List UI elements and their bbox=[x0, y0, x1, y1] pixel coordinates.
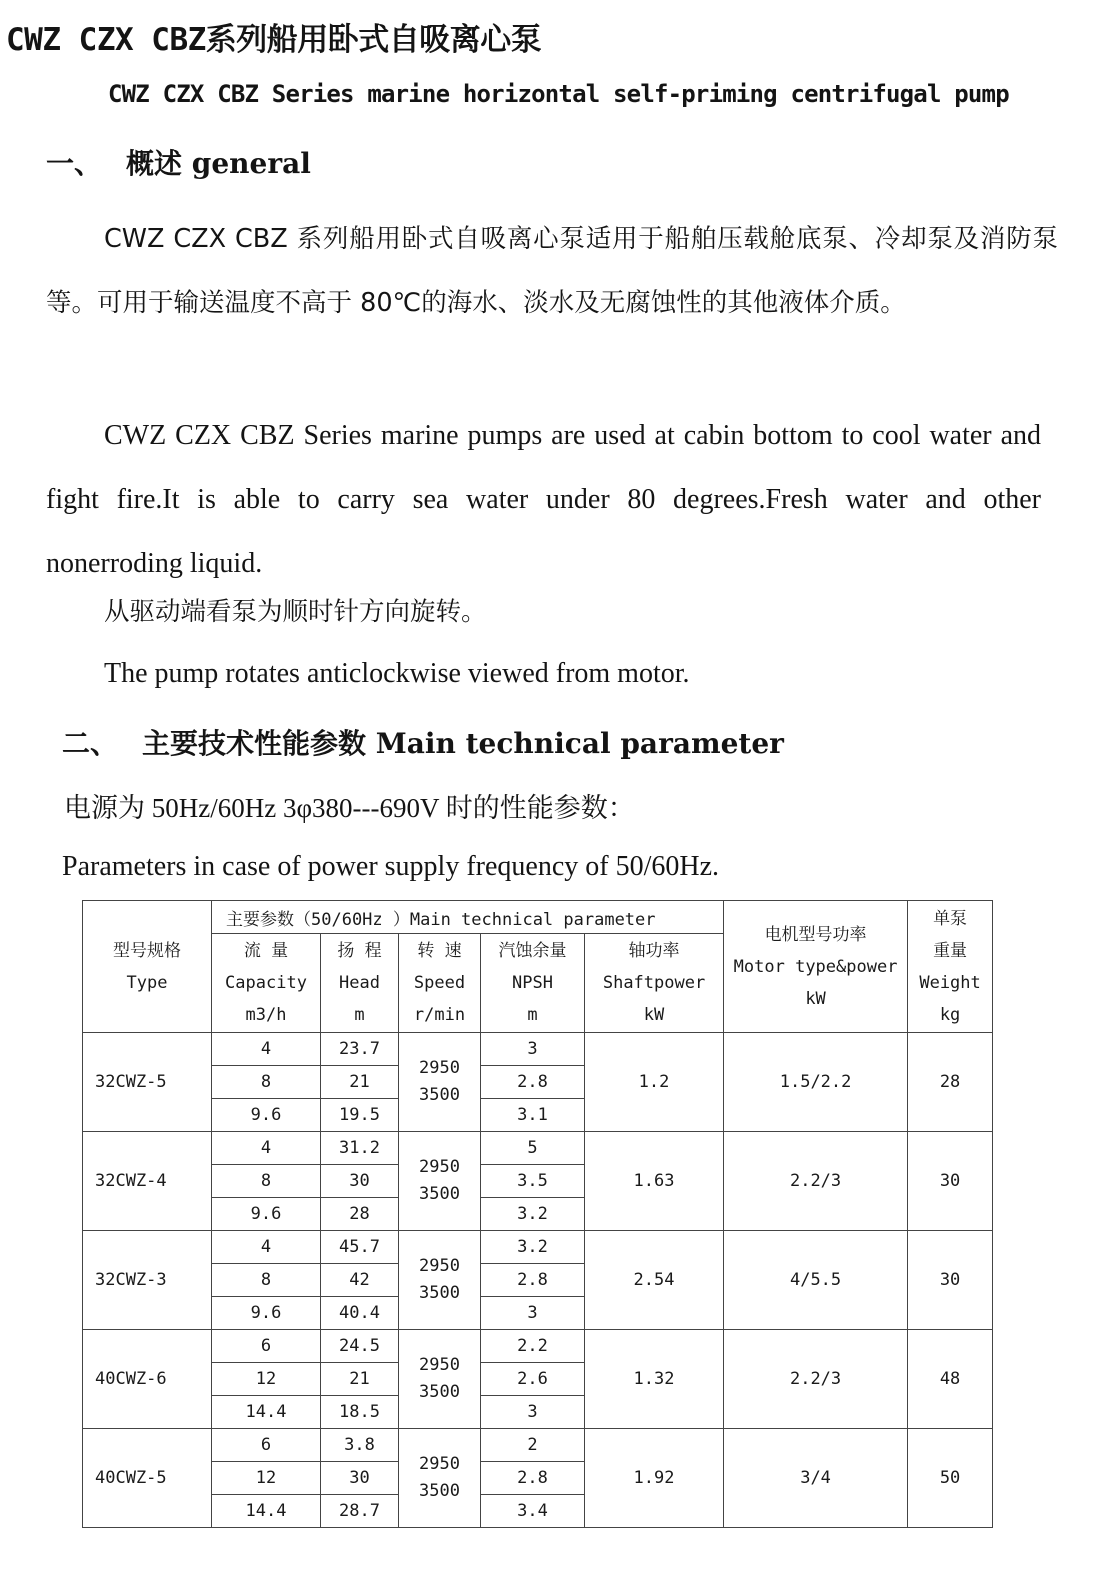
npsh-cell: 2.2 bbox=[481, 1330, 585, 1363]
speed-value: 2950 bbox=[419, 1157, 460, 1177]
npsh-cell: 3.2 bbox=[481, 1231, 585, 1264]
speed-cell bbox=[399, 1033, 481, 1132]
section-parameters-number: 二、 bbox=[62, 727, 119, 760]
capacity-cell: 6 bbox=[212, 1429, 321, 1462]
table-row bbox=[83, 1429, 993, 1462]
weight-header-unit: kg bbox=[939, 1004, 961, 1025]
speed-value: 3500 bbox=[419, 1184, 460, 1204]
motor-cell: 4/5.5 bbox=[724, 1231, 908, 1330]
speed-header bbox=[399, 934, 481, 1033]
speed-cell bbox=[399, 1231, 481, 1330]
motor-cell: 2.2/3 bbox=[724, 1132, 908, 1231]
npsh-cell: 3.1 bbox=[481, 1099, 585, 1132]
motor-header bbox=[724, 901, 908, 1033]
capacity-header-unit: m3/h bbox=[245, 1005, 287, 1025]
head-cell: 30 bbox=[321, 1462, 399, 1495]
motor-cell: 1.5/2.2 bbox=[724, 1033, 908, 1132]
table-row bbox=[83, 1231, 993, 1264]
head-cell: 28 bbox=[321, 1198, 399, 1231]
speed-header-zh: 转 速 bbox=[417, 941, 462, 961]
type-header-en: Type bbox=[126, 972, 168, 993]
head-header bbox=[321, 934, 399, 1033]
weight-header-en: Weight bbox=[919, 972, 981, 993]
main-parameter-header: 主要参数（50/60Hz ）Main technical parameter bbox=[212, 901, 724, 934]
speed-value: 2950 bbox=[419, 1058, 460, 1078]
head-header-zh: 扬 程 bbox=[337, 941, 382, 961]
speed-cell bbox=[399, 1330, 481, 1429]
motor-cell: 2.2/3 bbox=[724, 1330, 908, 1429]
npsh-header bbox=[481, 934, 585, 1033]
section-parameters-heading bbox=[62, 722, 784, 762]
speed-header-en: Speed bbox=[413, 973, 466, 993]
parameter-table bbox=[82, 900, 993, 1528]
capacity-header-zh: 流 量 bbox=[243, 941, 289, 961]
rotation-note-zh: 从驱动端看泵为顺时针方向旋转。 bbox=[104, 597, 487, 627]
speed-value: 3500 bbox=[419, 1085, 460, 1105]
capacity-header bbox=[212, 934, 321, 1033]
npsh-cell: 3.5 bbox=[481, 1165, 585, 1198]
head-cell: 21 bbox=[321, 1066, 399, 1099]
capacity-cell: 8 bbox=[212, 1264, 321, 1297]
capacity-cell: 4 bbox=[212, 1132, 321, 1165]
head-cell: 24.5 bbox=[321, 1330, 399, 1363]
capacity-cell: 4 bbox=[212, 1033, 321, 1066]
model-type-cell: 40CWZ-6 bbox=[83, 1330, 212, 1429]
motor-header-en: Motor type&power bbox=[733, 956, 898, 977]
capacity-header-en: Capacity bbox=[225, 973, 307, 993]
capacity-cell: 8 bbox=[212, 1165, 321, 1198]
weight-header-zh2: 重量 bbox=[933, 940, 968, 961]
npsh-cell: 3 bbox=[481, 1396, 585, 1429]
npsh-cell: 3 bbox=[481, 1033, 585, 1066]
npsh-cell: 2.8 bbox=[481, 1264, 585, 1297]
section-general-title: 概述 general bbox=[126, 147, 311, 180]
speed-value: 2950 bbox=[419, 1454, 460, 1474]
weight-cell: 48 bbox=[908, 1330, 993, 1429]
section-parameters-title: 主要技术性能参数 Main technical parameter bbox=[142, 727, 784, 760]
npsh-cell: 2.6 bbox=[481, 1363, 585, 1396]
power-supply-note-zh: 电源为 50Hz/60Hz 3φ380---690V 时的性能参数： bbox=[64, 793, 635, 823]
general-description-en: CWZ CZX CBZ Series marine pumps are used at cabin bottom to cool water and fight fire.It is able to carry sea water under 80 degrees.Fresh water and other nonerroding liquid. bbox=[46, 420, 1041, 579]
weight-cell: 30 bbox=[908, 1231, 993, 1330]
npsh-cell: 2 bbox=[481, 1429, 585, 1462]
shaftpower-header-zh: 轴功率 bbox=[628, 941, 680, 961]
power-supply-note-en: Parameters in case of power supply frequency of 50/60Hz. bbox=[62, 851, 720, 882]
npsh-header-unit: m bbox=[527, 1005, 538, 1025]
table-row bbox=[83, 1132, 993, 1165]
table-row bbox=[83, 1033, 993, 1066]
shaftpower-header-en: Shaftpower bbox=[602, 973, 706, 993]
npsh-header-en: NPSH bbox=[512, 973, 553, 993]
speed-value: 2950 bbox=[419, 1256, 460, 1276]
head-cell: 3.8 bbox=[321, 1429, 399, 1462]
shaftpower-header-unit: kW bbox=[643, 1005, 665, 1025]
capacity-cell: 14.4 bbox=[212, 1495, 321, 1528]
model-type-cell: 32CWZ-4 bbox=[83, 1132, 212, 1231]
speed-cell bbox=[399, 1132, 481, 1231]
head-cell: 28.7 bbox=[321, 1495, 399, 1528]
speed-cell bbox=[399, 1429, 481, 1528]
section-general-number: 一、 bbox=[46, 147, 103, 180]
head-cell: 21 bbox=[321, 1363, 399, 1396]
shaftpower-cell: 1.63 bbox=[585, 1132, 724, 1231]
capacity-cell: 9.6 bbox=[212, 1198, 321, 1231]
section-general-heading bbox=[46, 142, 311, 182]
shaftpower-cell: 1.92 bbox=[585, 1429, 724, 1528]
type-header bbox=[83, 901, 212, 1033]
npsh-cell: 2.8 bbox=[481, 1462, 585, 1495]
head-cell: 19.5 bbox=[321, 1099, 399, 1132]
page-subtitle: CWZ CZX CBZ Series marine horizontal self-priming centrifugal pump bbox=[108, 80, 1009, 108]
head-cell: 45.7 bbox=[321, 1231, 399, 1264]
head-header-unit: m bbox=[354, 1005, 365, 1025]
table-row bbox=[83, 1330, 993, 1363]
motor-header-unit: kW bbox=[805, 988, 826, 1009]
capacity-cell: 12 bbox=[212, 1363, 321, 1396]
shaftpower-header bbox=[585, 934, 724, 1033]
npsh-cell: 5 bbox=[481, 1132, 585, 1165]
speed-header-unit: r/min bbox=[413, 1005, 466, 1025]
capacity-cell: 14.4 bbox=[212, 1396, 321, 1429]
capacity-cell: 12 bbox=[212, 1462, 321, 1495]
npsh-cell: 3.2 bbox=[481, 1198, 585, 1231]
speed-value: 3500 bbox=[419, 1481, 460, 1501]
speed-value: 3500 bbox=[419, 1283, 460, 1303]
weight-header bbox=[908, 901, 993, 1033]
motor-cell: 3/4 bbox=[724, 1429, 908, 1528]
head-cell: 42 bbox=[321, 1264, 399, 1297]
head-cell: 40.4 bbox=[321, 1297, 399, 1330]
capacity-cell: 8 bbox=[212, 1066, 321, 1099]
speed-value: 2950 bbox=[419, 1355, 460, 1375]
motor-header-zh: 电机型号功率 bbox=[764, 924, 867, 945]
head-header-en: Head bbox=[339, 973, 380, 993]
weight-cell: 30 bbox=[908, 1132, 993, 1231]
speed-value: 3500 bbox=[419, 1382, 460, 1402]
weight-header-zh1: 单泵 bbox=[933, 908, 968, 929]
shaftpower-cell: 1.32 bbox=[585, 1330, 724, 1429]
head-cell: 18.5 bbox=[321, 1396, 399, 1429]
rotation-note-en: The pump rotates anticlockwise viewed from motor. bbox=[104, 658, 690, 689]
npsh-cell: 3 bbox=[481, 1297, 585, 1330]
head-cell: 30 bbox=[321, 1165, 399, 1198]
model-type-cell: 40CWZ-5 bbox=[83, 1429, 212, 1528]
weight-cell: 28 bbox=[908, 1033, 993, 1132]
npsh-header-zh: 汽蚀余量 bbox=[498, 941, 567, 961]
capacity-cell: 6 bbox=[212, 1330, 321, 1363]
type-header-zh: 型号规格 bbox=[113, 940, 181, 961]
capacity-cell: 9.6 bbox=[212, 1099, 321, 1132]
npsh-cell: 2.8 bbox=[481, 1066, 585, 1099]
weight-cell: 50 bbox=[908, 1429, 993, 1528]
shaftpower-cell: 1.2 bbox=[585, 1033, 724, 1132]
model-type-cell: 32CWZ-3 bbox=[83, 1231, 212, 1330]
head-cell: 31.2 bbox=[321, 1132, 399, 1165]
capacity-cell: 4 bbox=[212, 1231, 321, 1264]
head-cell: 23.7 bbox=[321, 1033, 399, 1066]
shaftpower-cell: 2.54 bbox=[585, 1231, 724, 1330]
page-title: CWZ CZX CBZ系列船用卧式自吸离心泵 bbox=[6, 22, 542, 58]
capacity-cell: 9.6 bbox=[212, 1297, 321, 1330]
general-description-zh: CWZ CZX CBZ 系列船用卧式自吸离心泵适用于船舶压载舱底泵、冷却泵及消防泵等。可用于输送温度不高于 80℃的海水、淡水及无腐蚀性的其他液体介质。 bbox=[46, 224, 1058, 318]
npsh-cell: 3.4 bbox=[481, 1495, 585, 1528]
model-type-cell: 32CWZ-5 bbox=[83, 1033, 212, 1132]
